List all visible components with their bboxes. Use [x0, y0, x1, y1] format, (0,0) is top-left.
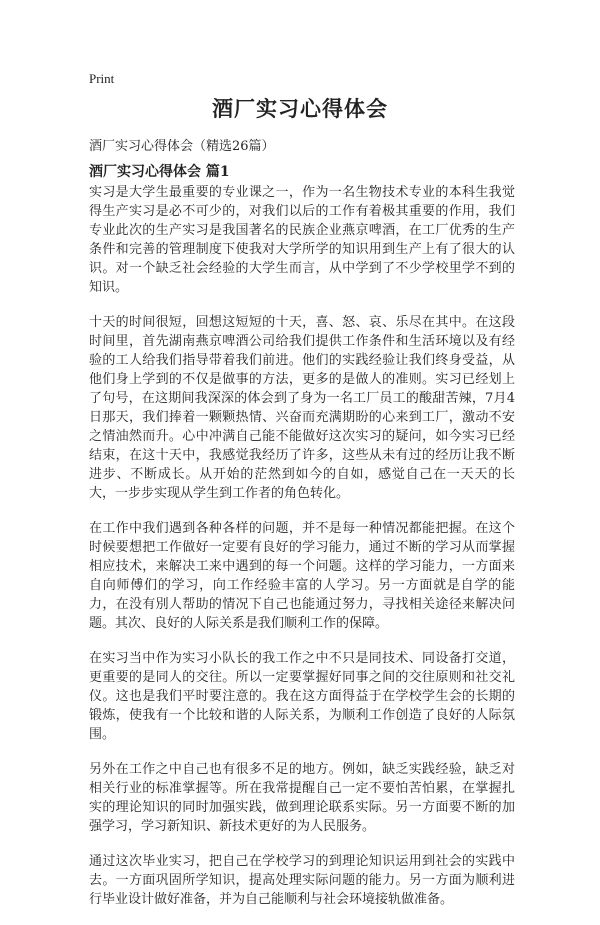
- page-title: 酒厂实习心得体会: [212, 96, 388, 121]
- document-subtitle: 酒厂实习心得体会（精选26篇）: [89, 139, 275, 154]
- paragraph-6: 通过这次毕业实习，把自己在学校学习的到理论知识运用到社会的实践中去。一方面巩固所学知识，提高处理实际问题的能力。另一方面为顺利进行毕业设计做好准备，并为自己能顺利与社会环境接轨做准备。: [89, 854, 515, 907]
- section-heading: 酒厂实习心得体会 篇1: [89, 164, 230, 180]
- print-link[interactable]: Print: [89, 71, 115, 86]
- paragraph-5: 另外在工作之中自己也有很多不足的地方。例如，缺乏实践经验，缺乏对相关行业的标准掌握等。所在我常提醒自己一定不要怕苦怕累，在掌握扎实的理论知识的同时加强实践，做到理论联系实际。另一方面要不断的加强学习，学习新知识、新技术更好的为人民服务。: [89, 762, 515, 834]
- article-body: [89, 183, 515, 925]
- paragraph-2: 十天的时间很短，回想这短短的十天，喜、怒、哀、乐尽在其中。在这段时间里，首先湖南燕京啤酒公司给我们提供工作条件和生活环境以及有经验的工人给我们指导带着我们前进。他们的实践经验让我们终身受益，从他们身上学到的不仅是做事的方法，更多的是做人的准则。实习已经划上了句号，在这期间我深深的体会到了身为一名工厂员工的酸甜苦辣，7月4日那天，我们捧着一颗颗热情、兴奋而充满期盼的心来到工厂，激动不安之情油然而升。心中冲满自己能不能做好这次实习的疑问，如今实习已经结束，在这十天中，我感觉我经历了许多，这些从未有过的经历让我不断进步、不断成长。从开始的茫然到如今的自如，感觉自己在一天天的长大，一步步实现从学生到工作者的角色转化。: [89, 315, 515, 501]
- paragraph-3: 在工作中我们遇到各种各样的问题，并不是每一种情况都能把握。在这个时候要想把工作做好一定要有良好的学习能力，通过不断的学习从而掌握相应技术，来解决工来中遇到的每一个问题。这样的学习能力，一方面来自向师傅们的学习，向工作经验丰富的人学习。另一方面就是自学的能力，在没有別人帮助的情况下自己也能通过努力，寻找相关途径来解决问题。其次、良好的人际关系是我们顺利工作的保障。: [89, 521, 515, 631]
- paragraph-1: 实习是大学生最重要的专业课之一，作为一名生物技术专业的本科生我觉得生产实习是必不可少的，对我们以后的工作有着极其重要的作用，我们专业此次的生产实习是我国著名的民族企业燕京啤酒，在工厂优秀的生产条件和完善的管理制度下使我对大学所学的知识用到生产上有了很大的认识。对一个缺乏社会经验的大学生而言，从中学到了不少学校里学不到的知识。: [89, 185, 515, 295]
- paragraph-4: 在实习当中作为实习小队长的我工作之中不只是同技术、同设备打交道，更重要的是同人的交往。所以一定要掌握好同事之间的交往原则和社交礼仪。这也是我们平时要注意的。我在这方面得益于在学校学生会的长期的锻炼，使我有一个比较和谐的人际关系，为顺利工作创造了良好的人际氛围。: [89, 651, 515, 742]
